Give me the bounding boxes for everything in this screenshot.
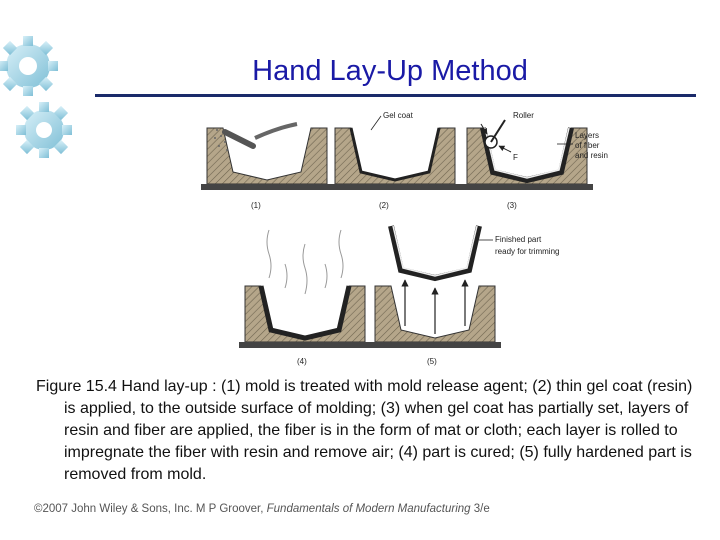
layers-label-2: of fiber (575, 141, 600, 150)
figure-caption: Figure 15.4 Hand lay‑up : (1) mold is treated with mold release agent; (2) thin gel coat (resin) is applied, to the outside surface of molding; (3) when gel coat has partially set, layers of resin and fiber are applied, the fiber is in the form of mat or cloth; each layer is rolled to impregnate the fiber with resin and remove air; (4) part is cured; (5) fully hardened part is removed from mold. (36, 378, 693, 483)
step-4-label: (4) (297, 357, 307, 366)
hand-layup-figure (195, 108, 635, 370)
gear-icon (16, 102, 72, 158)
step-2-label: (2) (379, 201, 389, 210)
slide-title: Hand Lay-Up Method (252, 55, 528, 87)
layers-label-3: and resin (575, 151, 608, 160)
finished-part (391, 226, 479, 278)
finished-label-2: ready for trimming (495, 247, 560, 256)
footer-copyright: ©2007 John Wiley & Sons, Inc. M P Groover, (34, 503, 267, 515)
gel-coat-leader (371, 116, 381, 130)
step-3-mold (461, 120, 593, 190)
step-4-mold (239, 230, 371, 348)
gear-icon (0, 36, 58, 96)
step-5-mold (369, 280, 501, 348)
gears-decoration (0, 28, 90, 168)
layers-label-1: Layers (575, 131, 600, 140)
footer-credit (34, 503, 490, 515)
roller-label: Roller (513, 111, 534, 120)
step-3-label: (3) (507, 201, 517, 210)
step-2-mold (329, 128, 461, 190)
step-1-label: (1) (251, 201, 261, 210)
footer-edition: 3/e (470, 503, 490, 515)
finished-label-1: Finished part (495, 235, 542, 244)
title-divider (95, 94, 696, 97)
step-1-mold (201, 124, 333, 190)
footer-book-title: Fundamentals of Modern Manufacturing (266, 503, 471, 515)
gel-coat-label: Gel coat (383, 111, 413, 120)
force-label: F (513, 153, 518, 162)
step-5-label: (5) (427, 357, 437, 366)
